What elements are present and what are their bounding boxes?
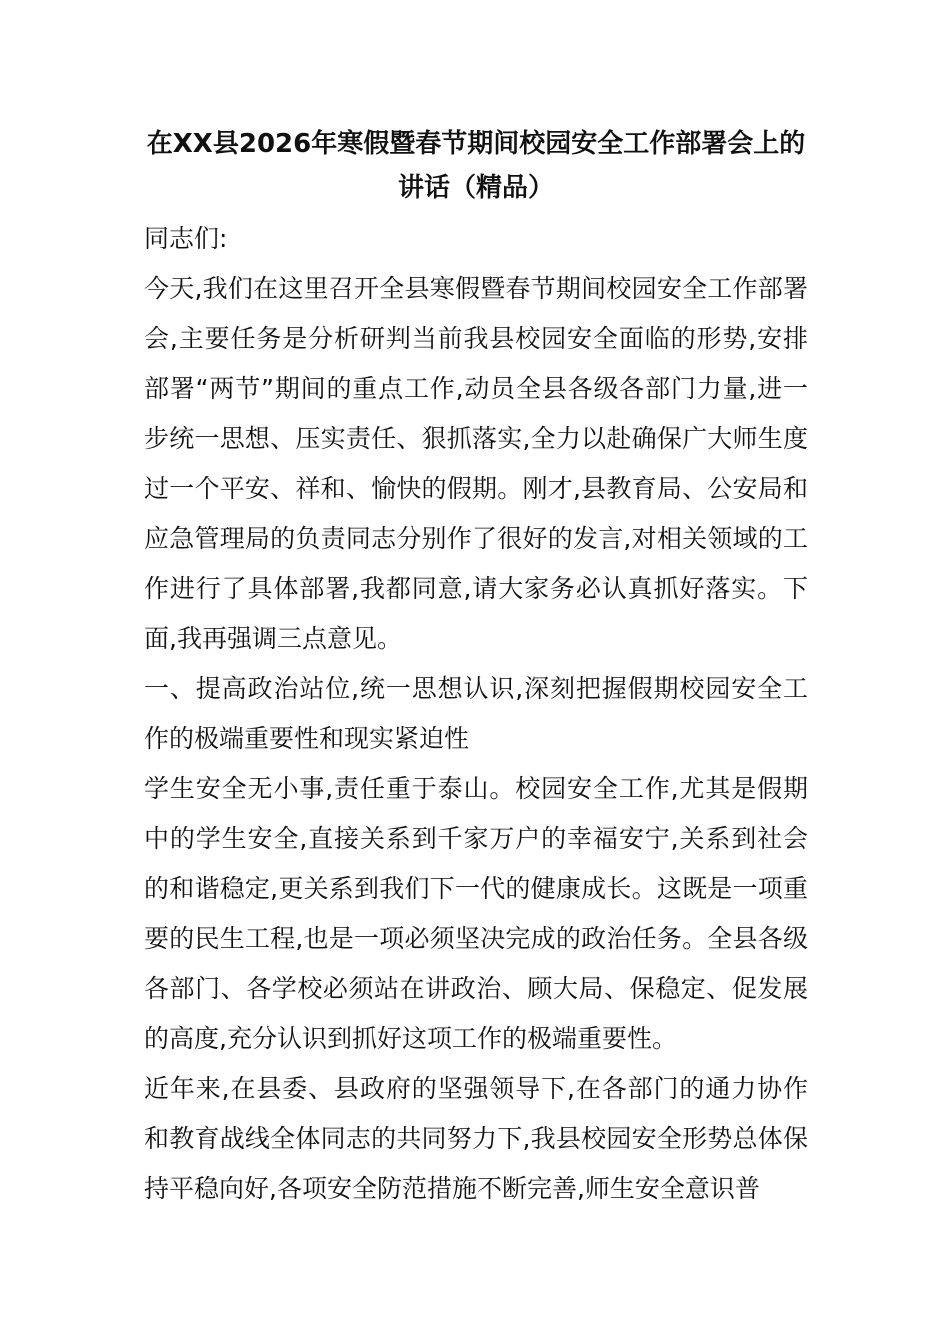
- section-1-paragraph-2: 近年来,在县委、县政府的坚强领导下,在各部门的通力协作和教育战线全体同志的共同努力下,我县校园安全形势总体保持平稳向好,各项安全防范措施不断完善,师生安全意识普: [144, 1074, 808, 1203]
- section-1-heading: 一、提高政治站位,统一思想认识,深刻把握假期校园安全工作的极端重要性和现实紧迫性: [144, 674, 808, 753]
- greeting: 同志们:: [144, 224, 228, 253]
- paragraph-intro: 今天,我们在这里召开全县寒假暨春节期间校园安全工作部署会,主要任务是分析研判当前我县校园安全面临的形势,安排部署“两节”期间的重点工作,动员全县各级各部门力量,进一步统一思想、压实责任、狠抓落实,全力以赴确保广大师生度过一个平安、祥和、愉快的假期。刚才,县教育局、公安局和应急管理局的负责同志分别作了很好的发言,对相关领域的工作进行了具体部署,我都同意,请大家务必认真抓好落实。下面,我再强调三点意见。: [144, 274, 808, 653]
- section-1-paragraph-1: 学生安全无小事,责任重于泰山。校园安全工作,尤其是假期中的学生安全,直接关系到千家万户的幸福安宁,关系到社会的和谐稳定,更关系到我们下一代的健康成长。这既是一项重要的民生工程,也是一项必须坚决完成的政治任务。全县各级各部门、各学校必须站在讲政治、顾大局、保稳定、促发展的高度,充分认识到抓好这项工作的极端重要性。: [144, 774, 808, 1053]
- document-title: 在XX县2026年寒假暨春节期间校园安全工作部署会上的讲话（精品）: [146, 129, 806, 203]
- document-page: [144, 122, 808, 1214]
